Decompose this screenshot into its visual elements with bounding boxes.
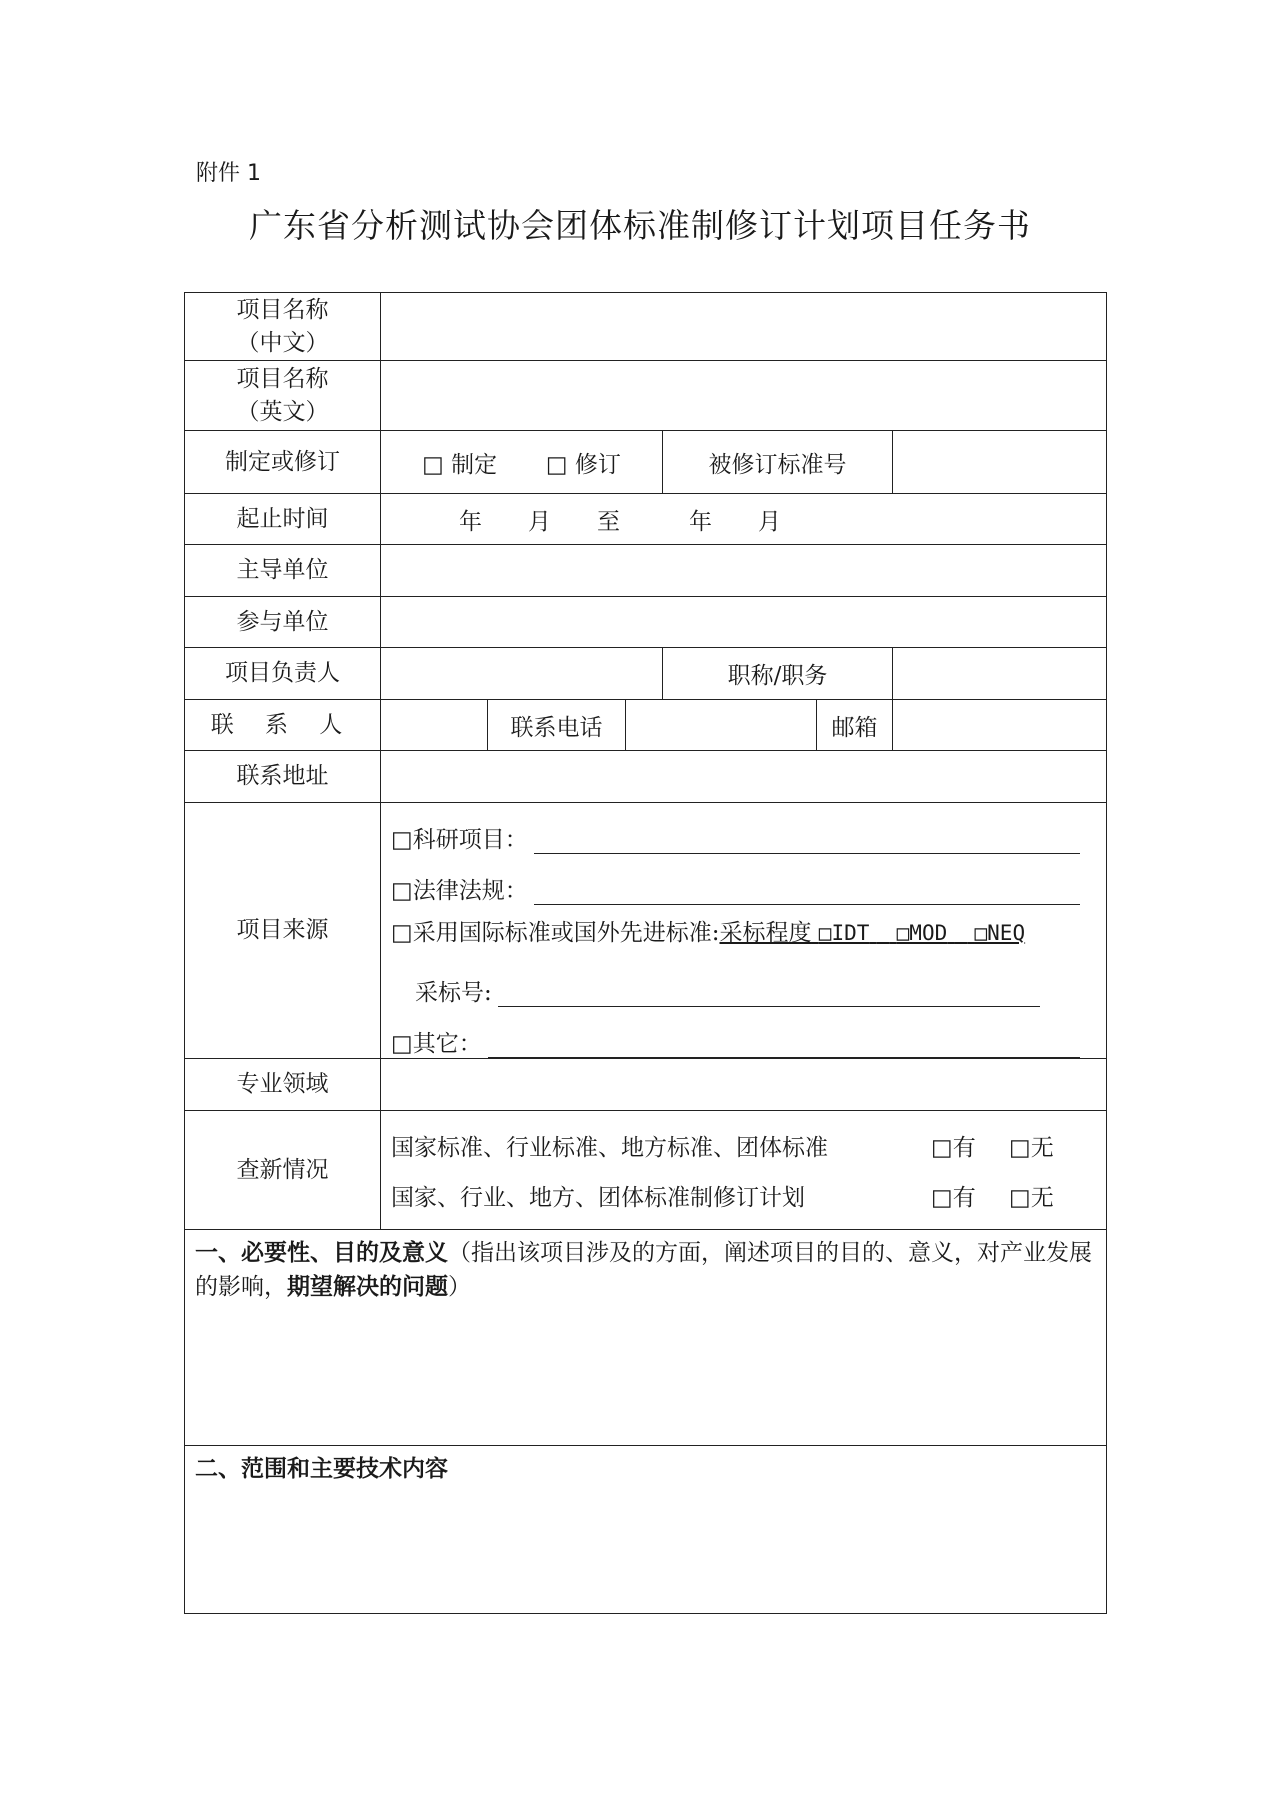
professional-field-label: 专业领域 <box>185 1059 381 1111</box>
source-research-blank[interactable] <box>534 831 1080 854</box>
source-intl-row <box>391 905 1096 956</box>
email-label: 邮箱 <box>817 700 893 751</box>
attachment-label: 附件 1 <box>196 161 261 186</box>
project-name-en-field[interactable] <box>381 361 1107 431</box>
label-line: （英文） <box>236 398 329 425</box>
contact-person-label: 联 系 人 <box>185 700 381 751</box>
period-field[interactable] <box>381 494 1107 545</box>
formulate-or-revise-label: 制定或修订 <box>185 431 381 494</box>
necessity-section[interactable] <box>185 1230 1107 1446</box>
novelty-search-label: 查新情况 <box>185 1111 381 1230</box>
source-law-checkbox[interactable]: □法律法规： <box>391 878 528 904</box>
scope-section[interactable] <box>185 1446 1107 1614</box>
novelty-row-standards <box>391 1120 1096 1170</box>
source-law-blank[interactable] <box>534 882 1080 905</box>
period-label: 起止时间 <box>185 494 381 545</box>
adoption-number-blank[interactable] <box>498 984 1040 1007</box>
contact-address-label: 联系地址 <box>185 751 381 803</box>
formulate-or-revise-options <box>381 431 663 494</box>
contact-person-field[interactable] <box>381 700 488 751</box>
participant-units-label: 参与单位 <box>185 597 381 648</box>
necessity-heading: 一、必要性、目的及意义 <box>195 1239 448 1266</box>
professional-field-input[interactable] <box>381 1059 1107 1111</box>
novelty-plans-yes-checkbox[interactable]: □有 <box>931 1184 976 1211</box>
project-leader-field[interactable] <box>381 648 663 700</box>
revised-standard-number-field[interactable] <box>893 431 1107 494</box>
necessity-close-paren: ） <box>448 1274 471 1300</box>
scope-heading: 二、范围和主要技术内容 <box>195 1455 448 1482</box>
contact-phone-label: 联系电话 <box>488 700 626 751</box>
project-name-cn-label <box>185 293 381 361</box>
adoption-number-row <box>391 956 1096 1007</box>
source-other-checkbox[interactable]: □其它： <box>391 1031 482 1057</box>
source-intl-checkbox[interactable]: □采用国际标准或国外先进标准: <box>391 920 720 946</box>
degree-neq-checkbox[interactable]: □NEQ <box>974 921 1026 945</box>
necessity-expected-problems: 期望解决的问题 <box>287 1273 448 1300</box>
title-post-label: 职称/职务 <box>663 648 893 700</box>
novelty-standards-no-checkbox[interactable]: □无 <box>1009 1134 1054 1161</box>
revise-checkbox[interactable]: □ 修订 <box>545 451 621 478</box>
novelty-plans-no-checkbox[interactable]: □无 <box>1009 1184 1054 1211</box>
adoption-number-label: 采标号: <box>415 980 492 1006</box>
participant-units-field[interactable] <box>381 597 1107 648</box>
source-research-checkbox[interactable]: □科研项目： <box>391 827 528 853</box>
source-research-row <box>391 803 1096 854</box>
contact-phone-field[interactable] <box>626 700 817 751</box>
revised-standard-number-label: 被修订标准号 <box>663 431 893 494</box>
novelty-plans-text: 国家、行业、地方、团体标准制修订计划 <box>391 1184 805 1211</box>
novelty-standards-text: 国家标准、行业标准、地方标准、团体标准 <box>391 1134 828 1161</box>
page-title: 广东省分析测试协会团体标准制修订计划项目任务书 <box>249 206 1031 245</box>
source-other-row <box>391 1007 1096 1058</box>
project-leader-label: 项目负责人 <box>185 648 381 700</box>
necessity-instructions: （指出该项目涉及的方面，阐述项目的目的、意义，对产业发展的影响， <box>195 1240 1092 1300</box>
period-value: 年 月 至 年 月 <box>459 508 781 535</box>
novelty-row-plans <box>391 1170 1096 1220</box>
adoption-degree-label <box>719 914 1025 947</box>
degree-idt-checkbox[interactable]: □IDT <box>818 921 870 945</box>
project-name-cn-field[interactable] <box>381 293 1107 361</box>
label-line: （中文） <box>236 329 329 356</box>
novelty-search-cell <box>381 1111 1107 1230</box>
task-form-table <box>184 292 1107 1614</box>
title-post-field[interactable] <box>893 648 1107 700</box>
contact-address-field[interactable] <box>381 751 1107 803</box>
lead-unit-label: 主导单位 <box>185 545 381 597</box>
source-law-row <box>391 854 1096 905</box>
label-line: 项目名称 <box>236 365 329 392</box>
project-source-cell <box>381 803 1107 1059</box>
lead-unit-field[interactable] <box>381 545 1107 597</box>
project-name-en-label <box>185 361 381 431</box>
adoption-degree-text: 采标程度 <box>719 920 812 946</box>
source-other-blank[interactable] <box>488 1035 1080 1058</box>
email-field[interactable] <box>893 700 1107 751</box>
project-source-label: 项目来源 <box>185 803 381 1059</box>
degree-mod-checkbox[interactable]: □MOD <box>896 921 948 945</box>
label-line: 项目名称 <box>236 296 329 323</box>
formulate-checkbox[interactable]: □ 制定 <box>422 451 498 478</box>
novelty-standards-yes-checkbox[interactable]: □有 <box>931 1134 976 1161</box>
